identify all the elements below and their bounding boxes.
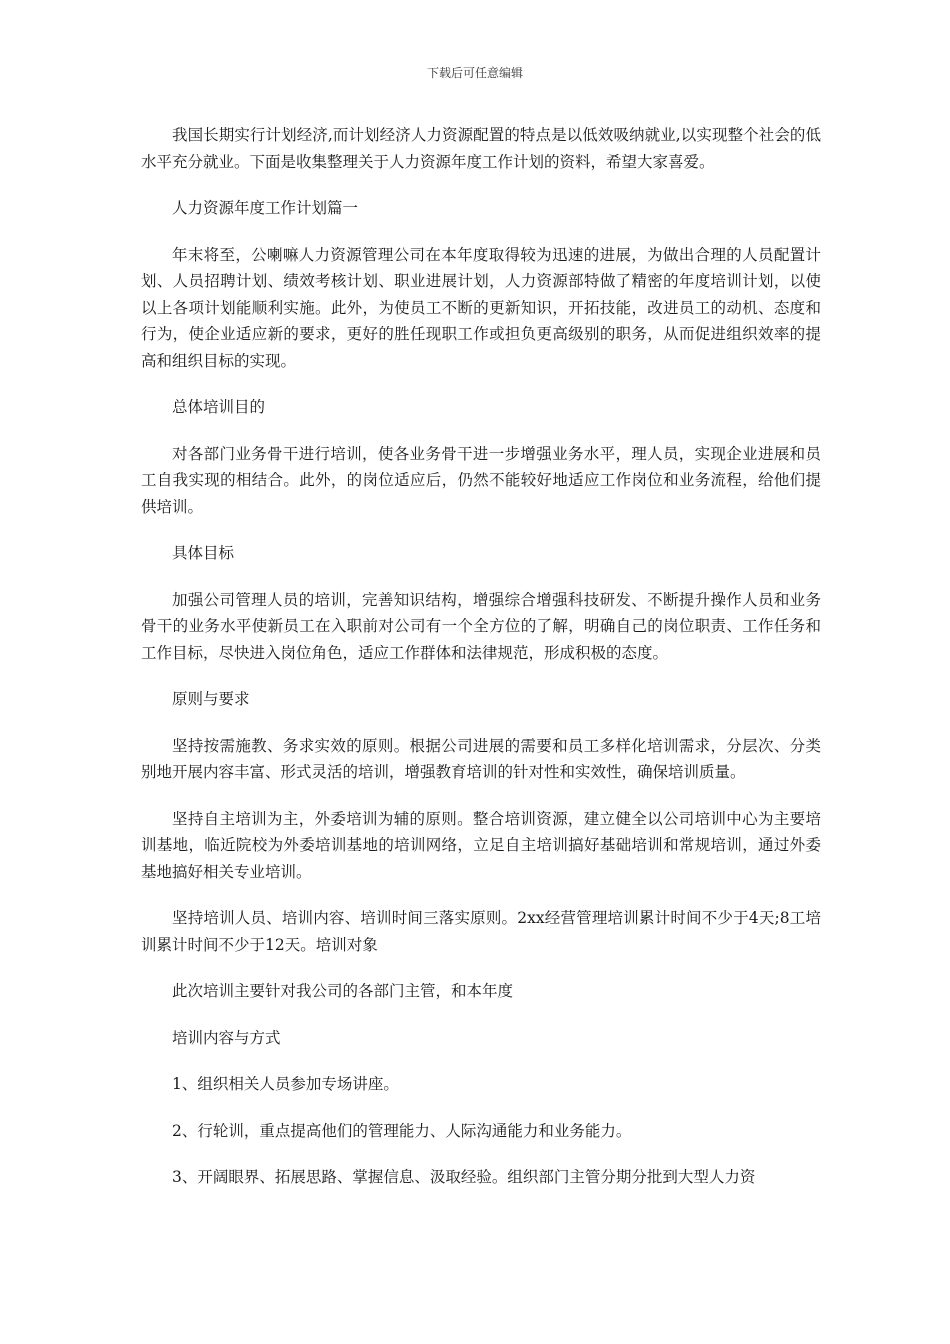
section-heading-content: 培训内容与方式 (172, 1028, 281, 1047)
section-heading-plan: 人力资源年度工作计划篇一 (172, 199, 359, 217)
target-paragraph: 此次培训主要针对我公司的各部门主管，和本年度 (172, 982, 514, 1000)
principle-paragraph-2: 坚持自主培训为主，外委培训为辅的原则。整合培训资源，建立健全以公司培训中心为主要培训基地，临近院校为外委培训基地的培训网络，立足自主培训搞好基础培训和常规培训，通过外委基地搞好相关专业培训。 (141, 809, 821, 881)
principle-paragraph-3: 坚持培训人员、培训内容、培训时间三落实原则。2xx经营管理培训累计时间不少于4天;8工培训累计时间不少于12天。培训对象 (141, 909, 821, 954)
intro-paragraph: 我国长期实行计划经济,而计划经济人力资源配置的特点是以低效吸纳就业,以实现整个社会的低水平充分就业。下面是收集整理关于人力资源年度工作计划的资料，希望大家喜爱。 (141, 126, 821, 171)
overall-goal-paragraph: 对各部门业务骨干进行培训，使各业务骨干进一步增强业务水平，理人员，实现企业进展和员工自我实现的相结合。此外，的岗位适应后，仍然不能较好地适应工作岗位和业务流程，给他们提供培训。 (141, 444, 821, 516)
list-item-3: 3、开阔眼界、拓展思路、掌握信息、汲取经验。组织部门主管分期分批到大型人力资 (172, 1168, 756, 1186)
section-heading-specific-goal: 具体目标 (172, 544, 235, 562)
section-heading-principles: 原则与要求 (172, 690, 250, 708)
list-item-2: 2、行轮训，重点提高他们的管理能力、人际沟通能力和业务能力。 (172, 1121, 632, 1140)
specific-goal-paragraph: 加强公司管理人员的培训，完善知识结构，增强综合增强科技研发、不断提升操作人员和业务骨干的业务水平使新员工在入职前对公司有一个全方位的了解，明确自己的岗位职责、工作任务和工作目标，尽快进入岗位角色，适应工作群体和法律规范，形成积极的态度。 (141, 590, 821, 662)
list-item-1: 1、组织相关人员参加专场讲座。 (172, 1075, 399, 1093)
plan-paragraph: 年末将至，公喇嘛人力资源管理公司在本年度取得较为迅速的进展，为做出合理的人员配置计划、人员招聘计划、绩效考核计划、职业进展计划，人力资源部特做了精密的年度培训计划，以使以上各项计划能顺利实施。此外，为使员工不断的更新知识，开拓技能，改进员工的动机、态度和行为，使企业适应新的要求，更好的胜任现职工作或担负更高级别的职务，从而促进组织效率的提高和组织目标的实现。 (141, 245, 821, 370)
page-header: 下载后可任意编辑 (426, 66, 523, 80)
document-body (141, 122, 821, 1211)
section-heading-overall-goal: 总体培训目的 (172, 398, 266, 416)
principle-paragraph-1: 坚持按需施教、务求实效的原则。根据公司进展的需要和员工多样化培训需求，分层次、分类别地开展内容丰富、形式灵活的培训，增强教育培训的针对性和实效性，确保培训质量。 (141, 736, 821, 781)
